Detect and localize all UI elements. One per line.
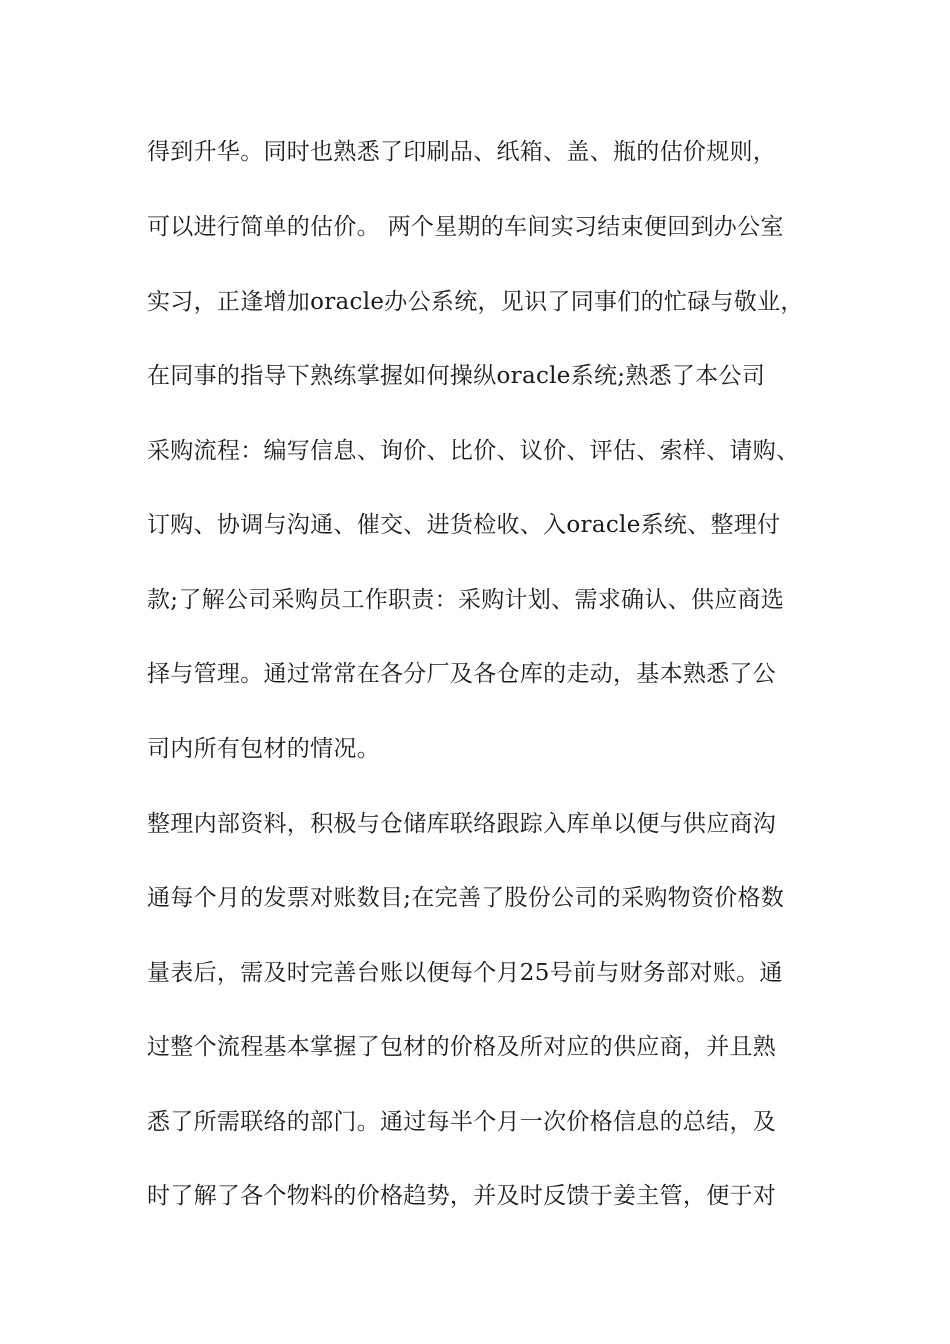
- text-line: 时了解了各个物料的价格趋势，并及时反馈于姜主管，便于对: [147, 1183, 777, 1209]
- text-line: 悉了所需联络的部门。通过每半个月一次价格信息的总结，及: [147, 1109, 777, 1135]
- text-line: 司内所有包材的情况。: [147, 736, 380, 762]
- text-line: 订购、协调与沟通、催交、进货检收、入oracle系统、整理付: [147, 512, 781, 538]
- text-line: 整理内部资料，积极与仓储库联络跟踪入库单以便与供应商沟: [147, 811, 777, 837]
- text-line: 款;了解公司采购员工作职责：采购计划、需求确认、供应商选: [147, 587, 785, 613]
- text-line: 采购流程：编写信息、询价、比价、议价、评估、索样、请购、: [147, 438, 800, 464]
- text-line: 得到升华。同时也熟悉了印刷品、纸箱、盖、瓶的估价规则，: [147, 139, 777, 165]
- text-line: 过整个流程基本掌握了包材的价格及所对应的供应商，并且熟: [147, 1034, 777, 1060]
- text-line: 实习，正逢增加oracle办公系统，见识了同事们的忙碌与敬业，: [147, 289, 804, 315]
- text-line: 在同事的指导下熟练掌握如何操纵oracle系统;熟悉了本公司: [147, 363, 766, 389]
- text-line: 量表后，需及时完善台账以便每个月25号前与财务部对账。通: [147, 960, 783, 986]
- text-line: 可以进行简单的估价。 两个星期的车间实习结束便回到办公室: [147, 214, 784, 240]
- text-line: 择与管理。通过常常在各分厂及各仓库的走动，基本熟悉了公: [147, 661, 777, 687]
- text-line: 通每个月的发票对账数目;在完善了股份公司的采购物资价格数: [147, 885, 785, 911]
